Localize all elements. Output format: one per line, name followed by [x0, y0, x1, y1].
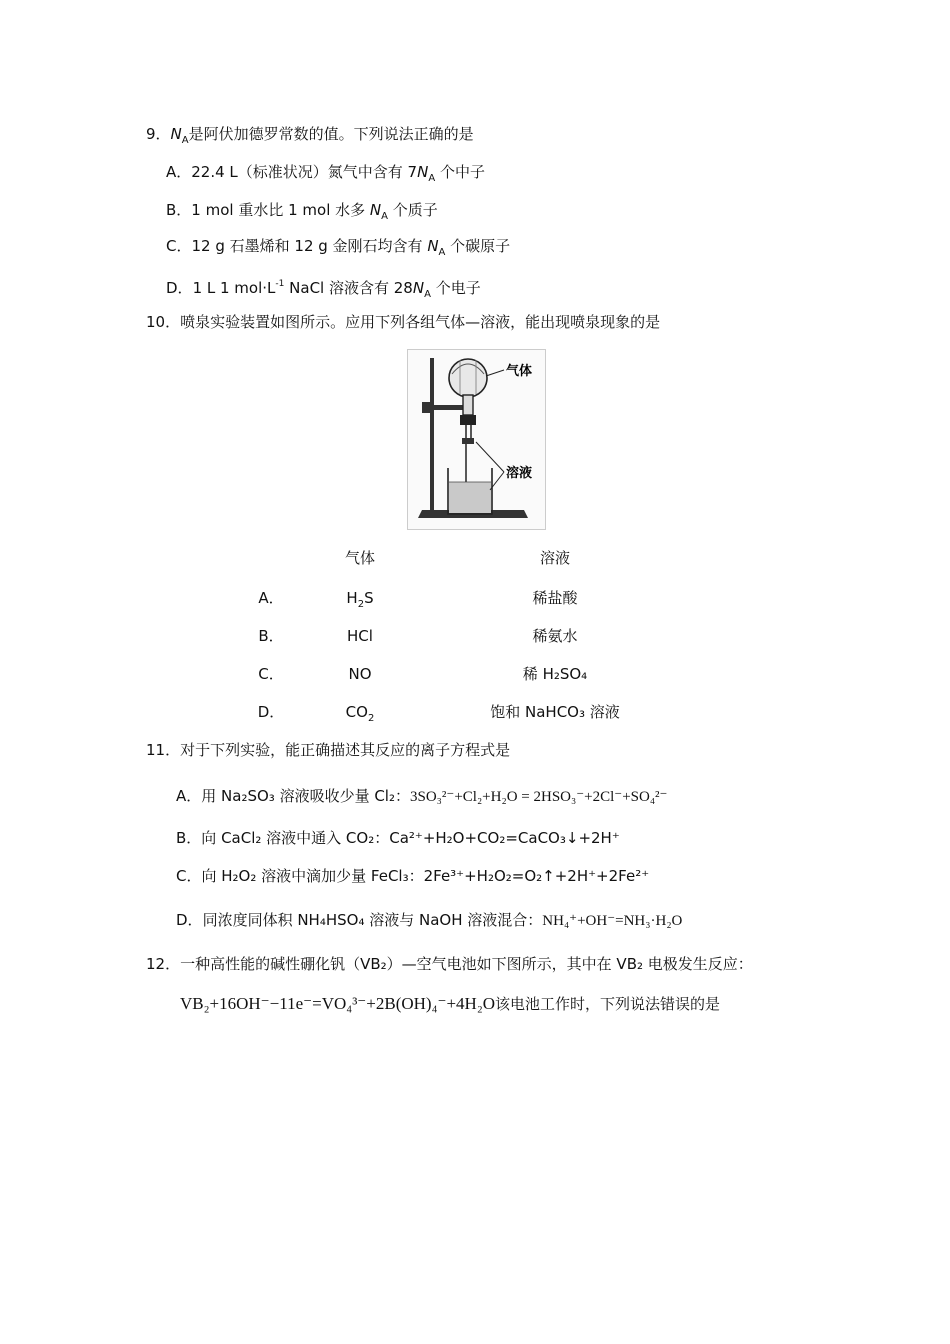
- option-solution: 稀盐酸: [532, 589, 578, 607]
- figure-label-solution: 溶液: [506, 466, 533, 481]
- option-gas: $H_2S$: [346, 589, 374, 610]
- q12-equation: VB₂+16OH⁻−11e⁻=VO₄³⁻+2B(OH)₄⁻+4H₂O: [180, 994, 496, 1013]
- q11-stem-line: [146, 740, 510, 760]
- q11-equation-d: NH₄⁺+OH⁻=NH₃·H₂O: [542, 913, 683, 929]
- q11-equation-a: 3SO₃²⁻+Cl₂+H₂O = 2HSO₃⁻+2Cl⁻+SO₄²⁻: [410, 789, 668, 805]
- q11-option-b: B．向 CaCl₂ 溶液中通入 CO₂：Ca²⁺+H₂O+CO₂=CaCO₃↓+2H⁺: [176, 829, 620, 847]
- q12-equation-line: [180, 994, 720, 1014]
- q10-number: 10．: [146, 313, 181, 331]
- q11-option-a: A．用 Na₂SO₃ 溶液吸收少量 Cl₂：3SO₃²⁻+Cl₂+H₂O = 2HSO₃⁻+2Cl⁻+SO₄²⁻: [176, 787, 668, 805]
- figure-label-gas: 气体: [506, 364, 533, 379]
- q10-stem-line: [146, 312, 660, 332]
- q9-stem: 是阿伏加德罗常数的值。下列说法正确的是: [188, 125, 474, 143]
- option-label: C．: [258, 665, 284, 683]
- option-label: D．: [257, 703, 285, 721]
- q9-option-a: A．22.4 L（标准状况）氮气中含有 $7N_A$ 个中子: [166, 163, 485, 184]
- option-solution: 稀氨水: [532, 627, 578, 645]
- q11-option-c: C．向 H₂O₂ 溶液中滴加少量 FeCl₃：2Fe³⁺+H₂O₂=O₂↑+2H⁺+2Fe²⁺: [176, 867, 650, 885]
- q12-number: 12．: [146, 955, 181, 973]
- q11-equation-b: Ca²⁺+H₂O+CO₂=CaCO₃↓+2H⁺: [389, 829, 620, 847]
- q12-stem-tail: 该电池工作时，下列说法错误的是: [495, 995, 721, 1013]
- q9-option-b: B．1 mol 重水比 1 mol 水多 $N_A$ 个质子: [166, 201, 438, 222]
- fountain-apparatus-figure: [407, 349, 546, 530]
- avogadro-symbol: N: [170, 125, 182, 143]
- q9-option-d: D．1 L 1 $mol\cdot L^{-1}$ NaCl 溶液含有 $28N_A$ 个电子: [166, 279, 481, 300]
- q12-stem: 一种高性能的碱性硼化钒（VB₂）—空气电池如下图所示，其中在 VB₂ 电极发生反应：: [180, 955, 753, 973]
- q9-number: 9．: [146, 125, 171, 143]
- q11-stem: 对于下列实验，能正确描述其反应的离子方程式是: [180, 741, 511, 759]
- q11-equation-c: 2Fe³⁺+H₂O₂=O₂↑+2H⁺+2Fe²⁺: [423, 867, 650, 885]
- option-gas: $CO_2$: [345, 703, 375, 724]
- table-header-gas: 气体: [344, 549, 375, 567]
- option-solution: 饱和 NaHCO₃ 溶液: [490, 703, 620, 721]
- option-label: A．: [258, 589, 284, 607]
- option-label: B．: [258, 627, 284, 645]
- option-gas: HCl: [347, 627, 373, 645]
- option-solution: 稀 H₂SO₄: [522, 665, 588, 683]
- option-gas: NO: [348, 665, 372, 683]
- q9-stem-line: 9．$N_A$是阿伏加德罗常数的值。下列说法正确的是: [146, 125, 474, 146]
- q12-stem-line: [146, 954, 753, 974]
- q10-stem: 喷泉实验装置如图所示。应用下列各组气体—溶液，能出现喷泉现象的是: [180, 313, 661, 331]
- q11-number: 11．: [146, 741, 181, 759]
- table-header-solution: 溶液: [539, 549, 570, 567]
- q9-option-c: C．12 g 石墨烯和 12 g 金刚石均含有 $N_A$ 个碳原子: [166, 237, 511, 258]
- q11-option-d: D．同浓度同体积 NH₄HSO₄ 溶液与 NaOH 溶液混合：NH₄⁺+OH⁻=NH₃·H₂O: [176, 911, 683, 929]
- fountain-apparatus-drawing: [408, 350, 545, 529]
